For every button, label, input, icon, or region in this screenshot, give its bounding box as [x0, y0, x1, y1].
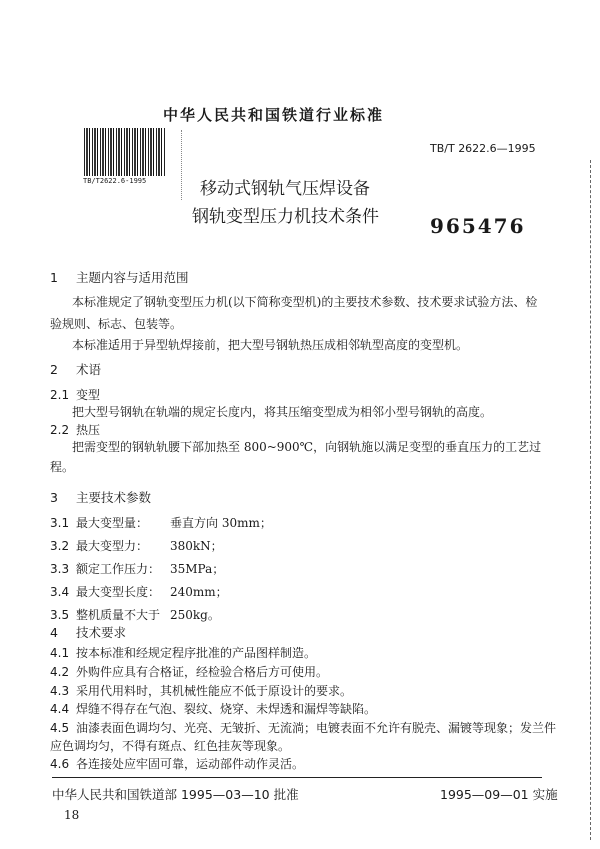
- barcode: [84, 128, 166, 176]
- serial-number: 965476: [430, 214, 526, 238]
- paragraph: 本标准规定了钢轨变型压力机(以下简称变型机)的主要技术参数、技术要求试验方法、检: [72, 295, 538, 309]
- standard-code: TB/T 2622.6—1995: [430, 142, 536, 155]
- definition-cont: 程。: [50, 460, 75, 474]
- param-row: [50, 608, 220, 622]
- clause-number: 2.1: [50, 388, 70, 402]
- term: 变型: [76, 388, 101, 402]
- requirement-text: 各连接处应牢固可靠，运动部件动作灵活。: [76, 757, 305, 771]
- clause-number: 4.2: [50, 665, 70, 679]
- section-title: 技术要求: [76, 625, 127, 640]
- document-title-line1: 移动式钢轨气压焊设备: [200, 179, 370, 199]
- approval-line: 中华人民共和国铁道部 1995—03—10 批准: [52, 787, 299, 802]
- param-value: 240mm；: [170, 585, 228, 599]
- section-3-heading: [50, 491, 151, 505]
- param-row: [50, 585, 228, 599]
- clause-2-2: [50, 423, 100, 437]
- param-row: [50, 516, 272, 530]
- paragraph: 验规则、标志、包装等。: [50, 317, 183, 331]
- standard-category-title: 中华人民共和国铁道行业标准: [163, 106, 385, 124]
- param-value: 380kN；: [170, 539, 223, 553]
- requirement-text: 焊缝不得存在气泡、裂纹、烧穿、未焊透和漏焊等缺陷。: [76, 702, 377, 716]
- section-title: 术语: [76, 362, 102, 377]
- section-number: 2: [50, 362, 58, 377]
- clause-number: 4.4: [50, 702, 70, 716]
- requirement-text: 采用代用料时，其机械性能应不低于原设计的要求。: [76, 684, 353, 698]
- barcode-text: TB/T2622.6-1995: [83, 177, 147, 185]
- document-title-line2: 钢轨变型压力机技术条件: [192, 207, 379, 227]
- param-value: 250kg。: [170, 608, 220, 622]
- requirement-item: [50, 646, 316, 660]
- requirement-item: [50, 684, 352, 698]
- requirement-item: [50, 702, 376, 716]
- requirement-text: 外购件应具有合格证，经检验合格后方可使用。: [76, 665, 329, 679]
- section-title: 主要技术参数: [76, 490, 152, 505]
- section-number: 1: [50, 270, 58, 285]
- clause-number: 4.3: [50, 684, 70, 698]
- requirement-cont: 应色调均匀，不得有斑点、红色挂灰等现象。: [50, 739, 291, 753]
- effective-date: 1995—09—01 实施: [440, 787, 558, 802]
- clause-number: 4.6: [50, 757, 70, 771]
- clause-number: 3.3: [50, 562, 70, 576]
- divider: [181, 130, 182, 200]
- param-value: 35MPa；: [170, 562, 225, 576]
- param-row: [50, 539, 223, 553]
- section-number: 3: [50, 490, 58, 505]
- scan-edge-line: [590, 160, 591, 840]
- requirement-item: [50, 665, 328, 679]
- section-4-heading: [50, 626, 126, 640]
- clause-number: 4.1: [50, 646, 70, 660]
- clause-2-1: [50, 388, 100, 402]
- param-label: 最大变型长度：: [76, 585, 161, 599]
- param-label: 最大变型力：: [76, 539, 149, 553]
- requirement-text: 按本标准和经规定程序批准的产品图样制造。: [76, 646, 317, 660]
- definition: 把大型号钢轨在轨端的规定长度内，将其压缩变型成为相邻小型号钢轨的高度。: [72, 405, 493, 419]
- page-number: 18: [64, 808, 80, 822]
- param-value: 垂直方向 30mm；: [170, 516, 272, 530]
- section-1-heading: [50, 271, 189, 285]
- param-label: 整机质量不大于: [76, 608, 161, 622]
- param-row: [50, 562, 224, 576]
- param-label: 额定工作压力：: [76, 562, 161, 576]
- clause-number: 3.5: [50, 608, 70, 622]
- requirement-text: 油漆表面色调均匀、光亮、无皱折、无流淌；电镀表面不允许有脱壳、漏镀等现象；发兰件: [76, 721, 557, 735]
- paragraph: 本标准适用于异型轨焊接前，把大型号钢轨热压成相邻轨型高度的变型机。: [72, 338, 469, 352]
- clause-number: 3.4: [50, 585, 70, 599]
- definition: 把需变型的钢轨轨腰下部加热至 800~900℃，向钢轨施以满足变型的垂直压力的工艺过: [72, 440, 542, 454]
- clause-number: 3.1: [50, 516, 70, 530]
- term: 热压: [76, 423, 101, 437]
- param-label: 最大变型量：: [76, 516, 149, 530]
- requirement-item: [50, 721, 556, 735]
- section-title: 主题内容与适用范围: [76, 270, 189, 285]
- footer-rule: [52, 777, 542, 778]
- section-number: 4: [50, 625, 58, 640]
- clause-number: 3.2: [50, 539, 70, 553]
- clause-number: 2.2: [50, 423, 70, 437]
- requirement-item: [50, 757, 304, 771]
- clause-number: 4.5: [50, 721, 70, 735]
- section-2-heading: [50, 363, 101, 377]
